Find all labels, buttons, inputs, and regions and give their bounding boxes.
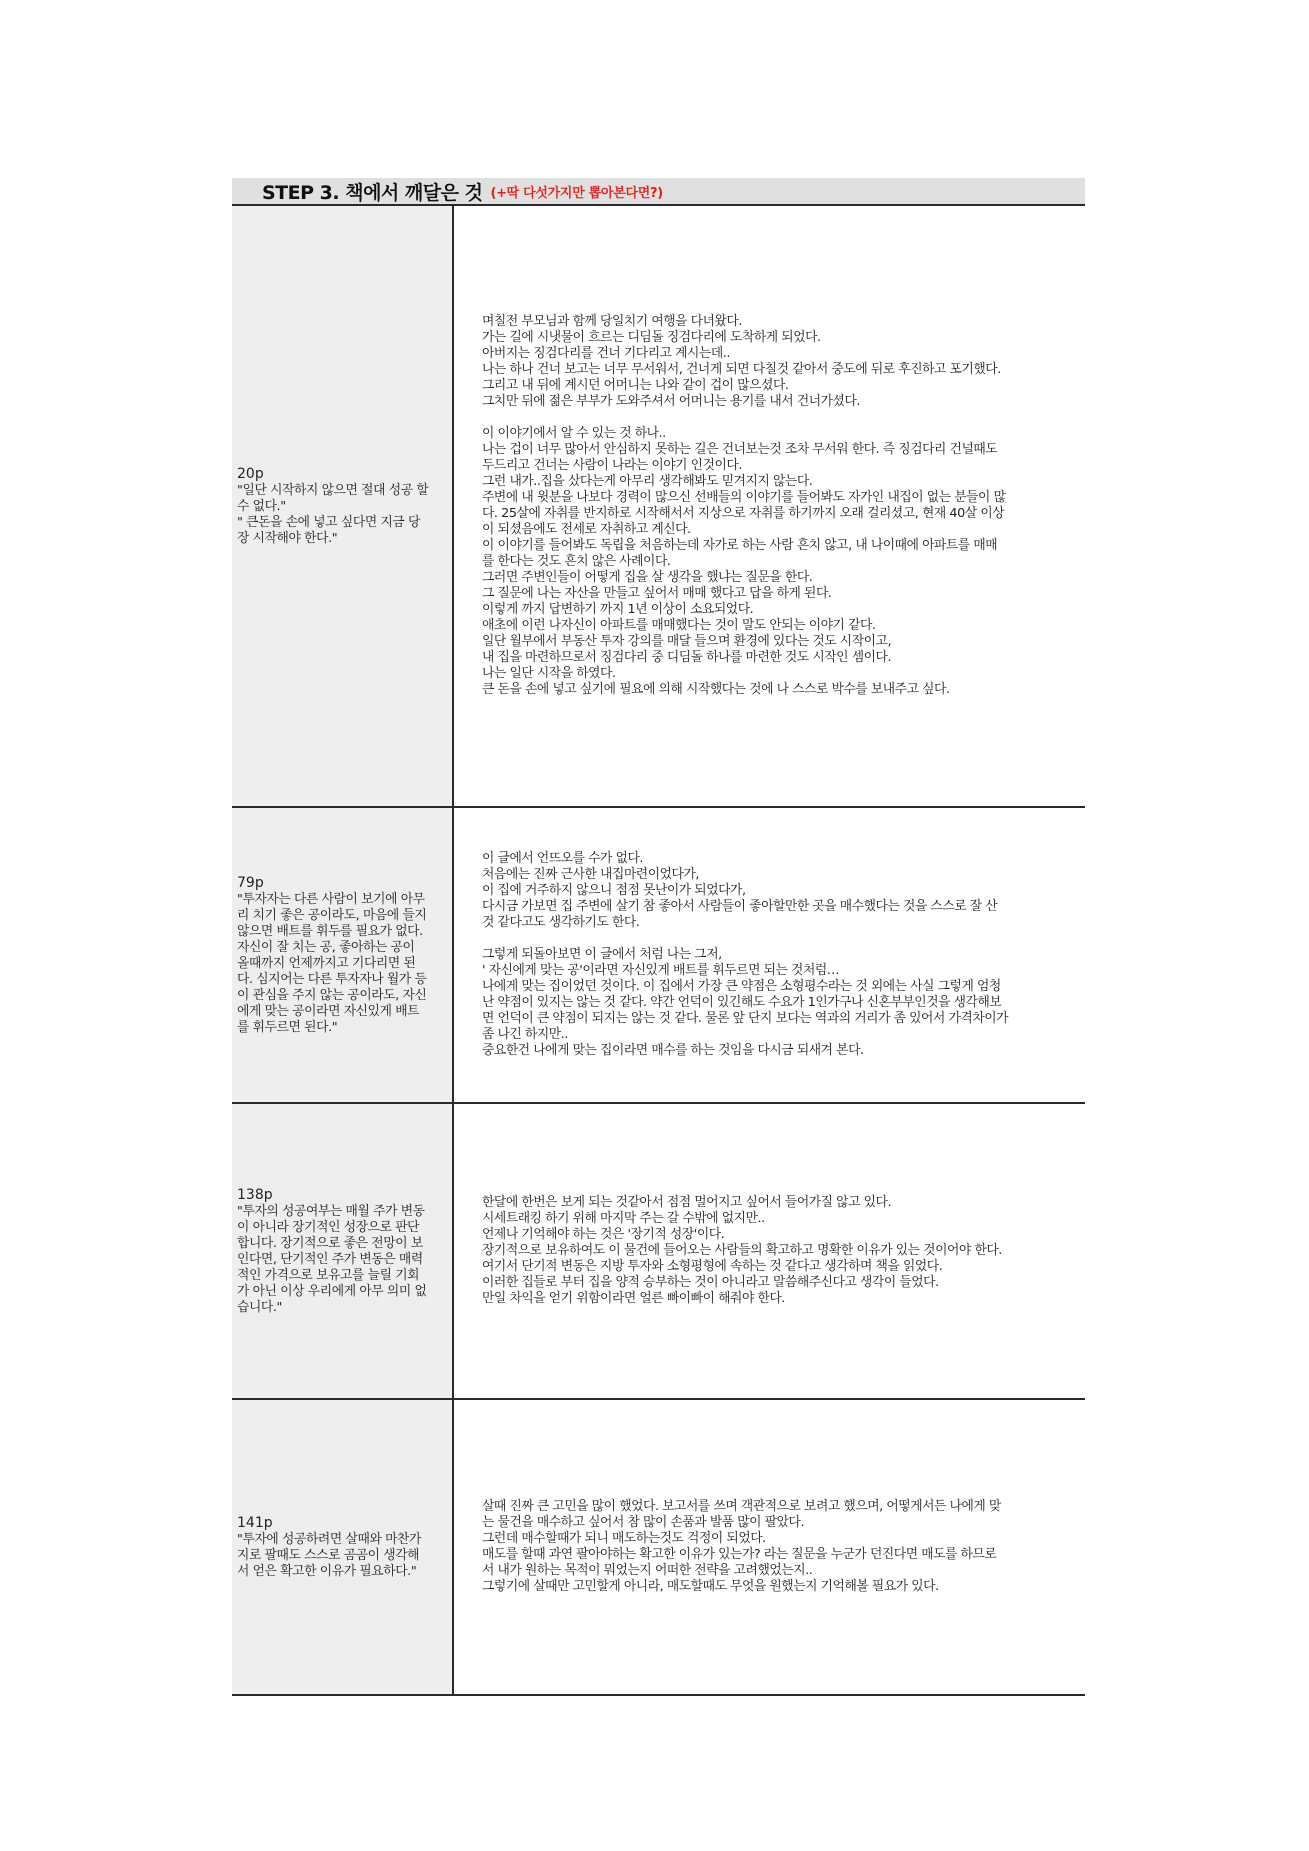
document-page bbox=[232, 178, 1085, 1696]
reflection-cell bbox=[454, 1104, 1085, 1398]
reflection-text: 며칠전 부모님과 함께 당일치기 여행을 다녀왔다. 가는 길에 시냇물이 흐르는 디딤돌 징검다리에 도착하게 되었다. 아버지는 징검다리를 건너 기다리고 계시는데.. 나는 하나 건너 보고는 너무 무서워서, 건너게 되면 다칠것 같아서 중도에 뒤로 후진하고 포기했다. 그리고 내 뒤에 계시던 어머니는 나와 같이 겁이 많으셨다. 그치만 뒤에 젊은 부부가 도와주셔서 어머니는 용기를 내서 건너가셨다. 이 이야기에서 알 수 있는 것 하나.. 나는 겁이 너무 많아서 안심하지 못하는 길은 건너보는것 조차 무서워 한다. 즉 징검다리 건널때도 두드리고 건너는 사람이 나라는 이야기 인것이다. 그런 내가..집을 샀다는게 아무리 생각해봐도 믿겨지지 않는다. 주변에 내 윗분을 나보다 경력이 많으신 선배들의 이야기를 들어봐도 자가인 내집이 없는 분들이 많 다. 25살에 자취를 반지하로 시작해서서 지상으로 자취를 하기까지 오래 걸리셨고, 현재 40살 이상 이 되셨음에도 전세로 자취하고 계신다. 이 이야기를 들어봐도 독립을 처음하는데 자가로 하는 사람 흔치 않고, 내 나이때에 아파트를 매매 를 한다는 것도 흔치 않은 사례이다. 그러면 주변인들이 어떻게 집을 살 생각을 했냐는 질문을 한다. 그 질문에 나는 자산을 만들고 싶어서 매매 했다고 답을 하게 된다. 이렇게 까지 답변하기 까지 1년 이상이 소요되었다. 애초에 이런 나자신이 아파트를 매매했다는 것이 말도 안되는 이야기 같다. 일단 월부에서 부동산 투자 강의를 매달 들으며 환경에 있다는 것도 시작이고, 내 집을 마련하므로서 징검다리 중 디딤돌 하나를 마련한 것도 시작인 셈이다. 나는 일단 시작을 하였다. 큰 돈을 손에 넣고 싶기에 필요에 의해 시작했다는 것에 나 스스로 박수를 보내주고 싶다. bbox=[482, 314, 1006, 697]
book-quote: "투자의 성공여부는 매월 주가 변동 이 아니라 장기적인 성장으로 판단 합니다. 장기적으로 좋은 전망이 보 인다면, 단기적인 주가 변동은 매력 적인 가격으로 보유고를 늘릴 기회 가 아닌 이상 우리에게 아무 의미 없 습니다." bbox=[237, 1203, 427, 1315]
page-reference: 20p bbox=[237, 465, 264, 482]
reflection-cell bbox=[454, 206, 1085, 806]
table-row bbox=[232, 1104, 1085, 1400]
section-title: STEP 3. 책에서 깨달은 것 bbox=[262, 181, 483, 204]
reflection-cell bbox=[454, 1400, 1085, 1694]
page-reference: 141p bbox=[237, 1514, 273, 1531]
section-header bbox=[232, 178, 1085, 206]
quote-cell bbox=[232, 1104, 454, 1398]
table-row bbox=[232, 206, 1085, 808]
page-reference: 79p bbox=[237, 874, 264, 891]
reflection-text: 살때 진짜 큰 고민을 많이 했었다. 보고서를 쓰며 객관적으로 보려고 했으며, 어떻게서든 나에게 맞 는 물건을 매수하고 싶어서 참 많이 손품과 발품 많이 팔았다. 그런데 매수할때가 되니 매도하는것도 걱정이 되었다. 매도를 할때 과연 팔아야하는 확고한 이유가 있는가? 라는 질문을 누군가 던진다면 매도를 하므로 서 내가 원하는 목적이 뭐었는지 어떠한 전략을 고려했었는지.. 그렇기에 살때만 고민할게 아니라, 매도할때도 무엇을 원했는지 기억해볼 필요가 있다. bbox=[482, 1499, 1001, 1594]
book-quote: "투자에 성공하려면 살때와 마찬가 지로 팔때도 스스로 곰곰이 생각해 서 얻은 확고한 이유가 필요하다." bbox=[237, 1531, 421, 1579]
reflection-text: 한달에 한번은 보게 되는 것같아서 점점 멀어지고 싶어서 들어가질 않고 있다. 시세트래킹 하기 위해 마지막 주는 갈 수밖에 없지만.. 언제나 기억해야 하는 것은 '장기적 성장'이다. 장기적으로 보유하여도 이 물건에 들어오는 사람들의 확고하고 명확한 이유가 있는 것이어야 한다. 여기서 단기적 변동은 지방 투자와 소형평형에 속하는 것 같다고 생각하며 책을 읽었다. 이러한 집들로 부터 집을 양적 승부하는 것이 아니라고 말씀해주신다고 생각이 들었다. 만일 차익을 얻기 위함이라면 얼른 빠이빠이 해줘야 한다. bbox=[482, 1195, 1002, 1306]
page-reference: 138p bbox=[237, 1186, 273, 1203]
table-row bbox=[232, 808, 1085, 1104]
book-quote: "투자자는 다른 사람이 보기에 아무 리 치기 좋은 공이라도, 마음에 들지 않으면 배트를 휘두를 필요가 없다. 자신이 잘 치는 공, 좋아하는 공이 올때까지 언제까지고 기다리면 된 다. 심지어는 다른 투자자나 월가 등 이 관심을 주지 않는 공이라도, 자신 에게 맞는 공이라면 자신있게 배트 를 휘두르면 된다." bbox=[237, 891, 427, 1035]
reflection-cell bbox=[454, 808, 1085, 1102]
table-row bbox=[232, 1400, 1085, 1696]
quote-cell bbox=[232, 1400, 454, 1694]
quote-cell bbox=[232, 808, 454, 1102]
reflection-text: 이 글에서 언뜨오를 수가 없다. 처음에는 진짜 근사한 내집마련이었다가, 이 집에 거주하지 않으니 점점 못난이가 되었다가, 다시금 가보면 집 주변에 살기 참 좋아서 사람들이 좋아할만한 곳을 매수했다는 것을 스스로 잘 산 것 같다고도 생각하기도 한다. 그렇게 되돌아보면 이 글에서 처럼 나는 그저, ' 자신에게 맞는 공'이라면 자신있게 배트를 휘두르면 되는 것처럼… 나에게 맞는 집이었던 것이다. 이 집에서 가장 큰 약점은 소형평수라는 것 외에는 사실 그렇게 엄청 난 약점이 있지는 않는 것 같다. 약간 언덕이 있긴해도 수요가 1인가구나 신혼부부인것을 생각해보 면 언덕이 큰 약점이 되지는 않는 것 같다. 물론 앞 단지 보다는 역과의 거리가 좀 있어서 가격차이가 좀 나긴 하지만.. 중요한건 나에게 맞는 집이라면 매수를 하는 것임을 다시금 되새겨 본다. bbox=[482, 851, 1009, 1058]
book-quote: "일단 시작하지 않으면 절대 성공 할 수 없다." " 큰돈을 손에 넣고 싶다면 지금 당 장 시작해야 한다." bbox=[237, 482, 429, 546]
quote-cell bbox=[232, 206, 454, 806]
section-subtitle: (+딱 다섯가지만 뽑아본다면?) bbox=[490, 185, 663, 201]
